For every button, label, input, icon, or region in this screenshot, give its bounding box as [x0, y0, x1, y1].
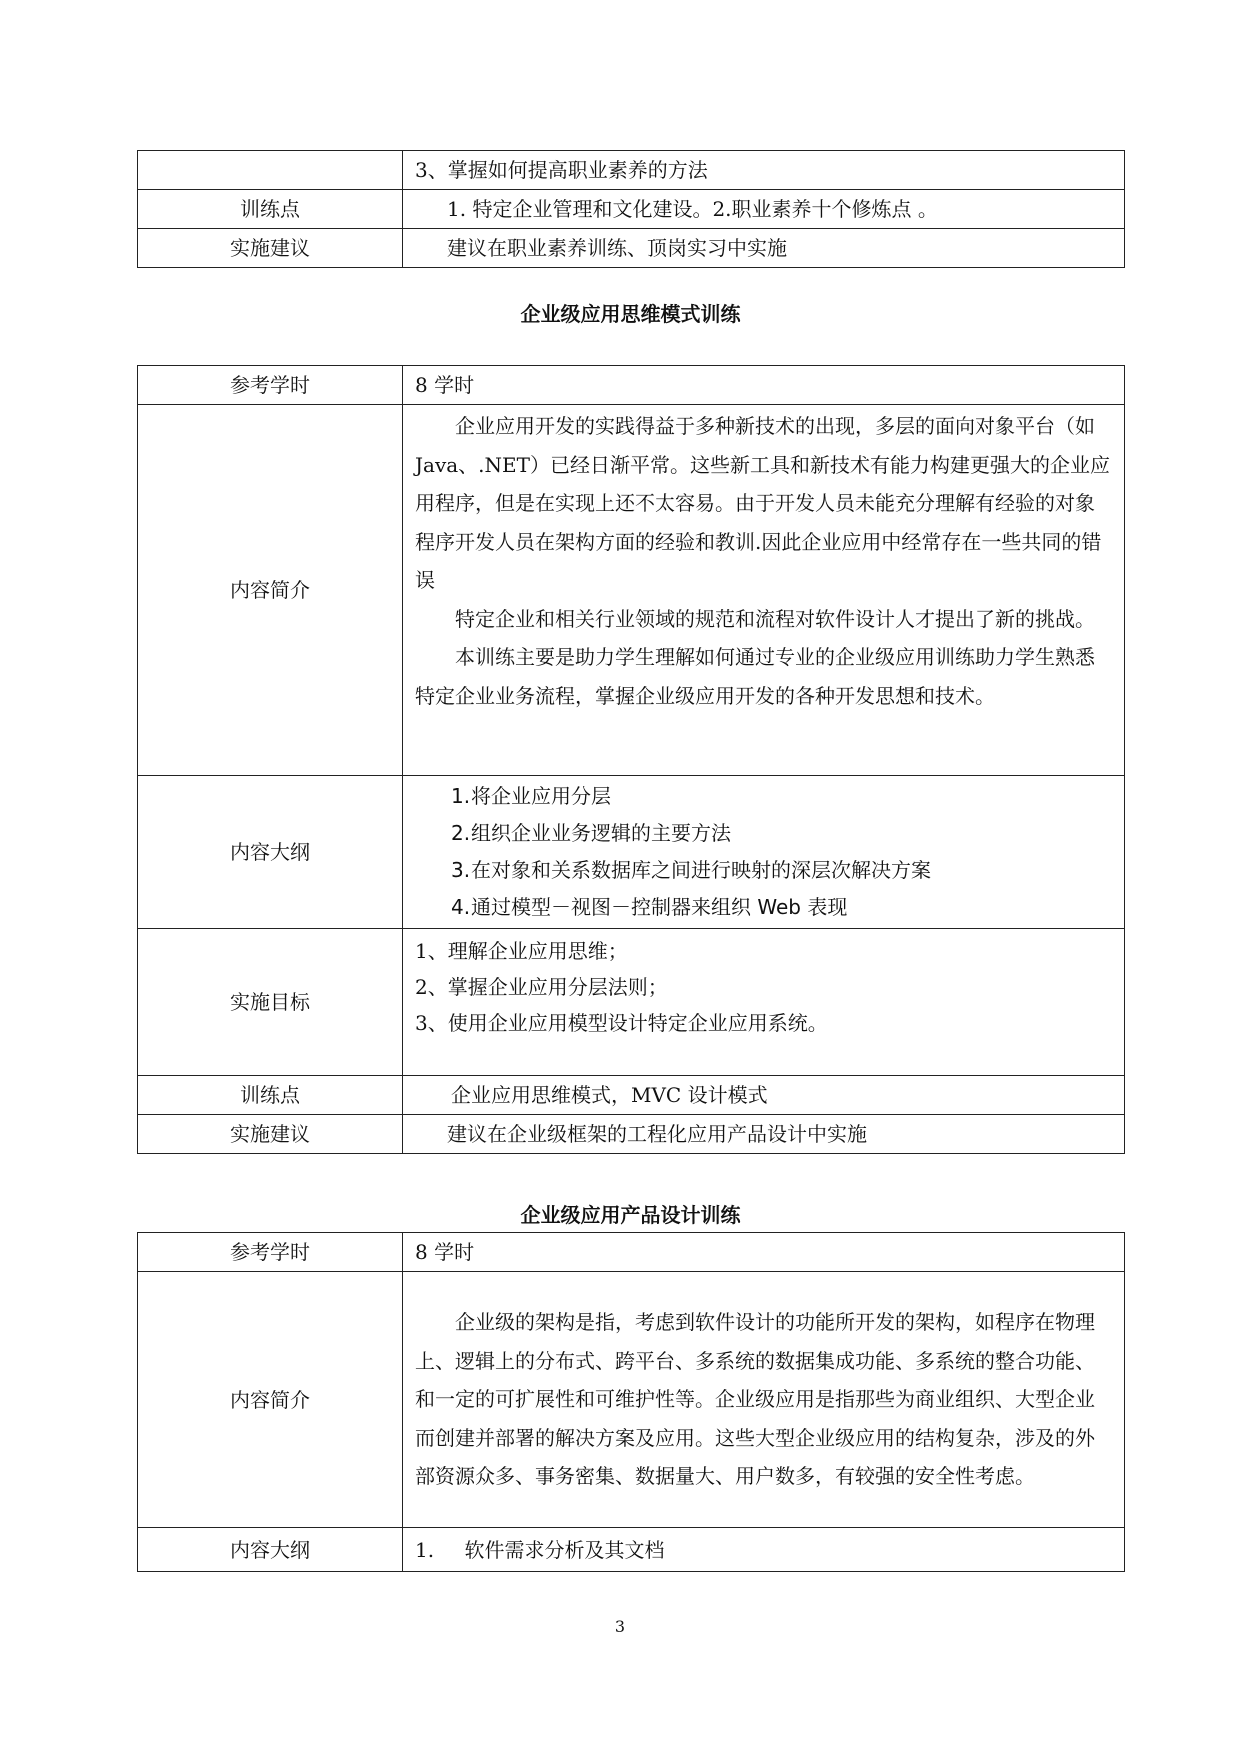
table-row: [138, 405, 1125, 776]
table-row: [138, 1528, 1125, 1572]
list-item: [403, 889, 1112, 926]
table-product-design-training: [137, 1232, 1125, 1572]
intro-paragraph: 本训练主要是助力学生理解如何通过专业的企业级应用训练助力学生熟悉特定企业业务流程，掌握企业级应用开发的各种开发思想和技术。: [415, 645, 1095, 708]
list-number: 1.: [451, 784, 471, 808]
table-row: [138, 929, 1125, 1076]
table-row: [138, 1115, 1125, 1154]
list-text: 在对象和关系数据库之间进行映射的深层次解决方案: [471, 858, 931, 882]
table-thinking-mode-training: [137, 365, 1125, 1154]
goal-line: 2、掌握企业应用分层法则；: [415, 975, 668, 999]
table-row: [138, 1233, 1125, 1272]
table-row: [138, 366, 1125, 405]
outline-label: 内容大纲: [138, 776, 403, 929]
list-number: 2.: [451, 821, 471, 845]
list-text: 组织企业业务逻辑的主要方法: [471, 821, 731, 845]
intro-label: 内容简介: [138, 405, 403, 776]
hours-value: 8 学时: [403, 1233, 1125, 1272]
intro-label: 内容简介: [138, 1272, 403, 1528]
list-number: 4.: [451, 895, 471, 919]
row-value: 3、掌握如何提高职业素养的方法: [403, 151, 1125, 190]
row-value: 建议在职业素养训练、顶岗实习中实施: [403, 229, 1125, 268]
list-item: [403, 852, 1112, 889]
intro-paragraph: 企业级的架构是指，考虑到软件设计的功能所开发的架构，如程序在物理上、逻辑上的分布式、跨平台、多系统的数据集成功能、多系统的整合功能、和一定的可扩展性和可维护性等。企业级应用是指那些为商业组织、大型企业而创建并部署的解决方案及应用。这些大型企业级应用的结构复杂，涉及的外部资源众多、事务密集、数据量大、用户数多，有较强的安全性考虑。: [415, 1310, 1095, 1489]
section-title: 企业级应用产品设计训练: [520, 1203, 741, 1227]
goal-content: [403, 929, 1125, 1076]
list-text: 将企业应用分层: [471, 784, 611, 808]
table-row: [138, 776, 1125, 929]
row-value: 1. 特定企业管理和文化建设。2.职业素养十个修炼点 。: [403, 190, 1125, 229]
list-number: 3.: [451, 858, 471, 882]
table-row: [138, 1076, 1125, 1115]
list-item: [403, 815, 1112, 852]
hours-label: 参考学时: [138, 366, 403, 405]
section-title: 企业级应用思维模式训练: [520, 302, 741, 326]
page-number: 3: [614, 1617, 626, 1636]
row-label: 实施建议: [138, 229, 403, 268]
table-row: [138, 229, 1125, 268]
outline-content: [403, 776, 1125, 929]
goal-label: 实施目标: [138, 929, 403, 1076]
table-row: [138, 190, 1125, 229]
train-label: 训练点: [138, 1076, 403, 1115]
suggest-value: 建议在企业级框架的工程化应用产品设计中实施: [403, 1115, 1125, 1154]
suggest-label: 实施建议: [138, 1115, 403, 1154]
table-row: [138, 151, 1125, 190]
intro-content: [403, 405, 1125, 776]
intro-content: [403, 1272, 1125, 1528]
row-label: 训练点: [138, 190, 403, 229]
table-row: [138, 1272, 1125, 1528]
goal-line: 3、使用企业应用模型设计特定企业应用系统。: [415, 1011, 828, 1035]
hours-value: 8 学时: [403, 366, 1125, 405]
list-item: [403, 778, 1112, 815]
list-text: 通过模型－视图－控制器来组织 Web 表现: [471, 895, 848, 919]
list-number: 1.: [415, 1537, 435, 1562]
row-label: [138, 151, 403, 190]
list-text: 软件需求分析及其文档: [464, 1537, 665, 1562]
table-previous-section: [137, 150, 1125, 268]
train-value: 企业应用思维模式，MVC 设计模式: [403, 1076, 1125, 1115]
outline-list: [403, 778, 1112, 926]
outline-content: [403, 1528, 1125, 1572]
intro-paragraph: 企业应用开发的实践得益于多种新技术的出现，多层的面向对象平台（如 Java、.NET）已经日渐平常。这些新工具和新技术有能力构建更强大的企业应用程序，但是在实现上还不太容易。由于开发人员未能充分理解有经验的对象程序开发人员在架构方面的经验和教训.因此企业应用中经常存在一些共同的错误: [415, 414, 1110, 592]
outline-label: 内容大纲: [138, 1528, 403, 1572]
goal-line: 1、理解企业应用思维；: [415, 939, 628, 963]
intro-paragraph: 特定企业和相关行业领域的规范和流程对软件设计人才提出了新的挑战。: [455, 606, 1095, 631]
hours-label: 参考学时: [138, 1233, 403, 1272]
